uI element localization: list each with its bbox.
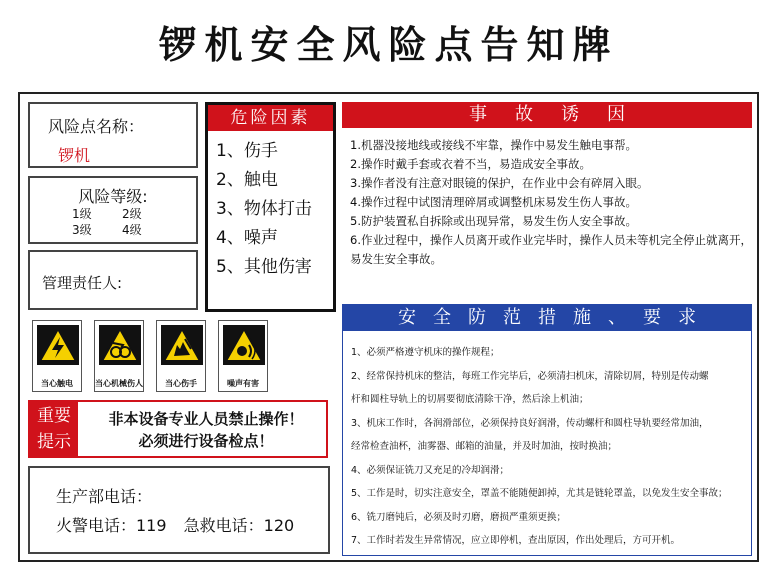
hazard-item: 3、物体打击 <box>216 199 312 219</box>
measure-item: 3、机床工作时，各润滑部位，必须保持良好润滑，传动螺杆和圆柱导轨要经常加油， <box>351 417 709 429</box>
measures-list <box>343 331 751 553</box>
hazards-header: 危险因素 <box>208 105 333 131</box>
sign-label: 当心机械伤人 <box>95 379 143 388</box>
machine-injury-icon <box>99 325 141 365</box>
warning-signs <box>28 320 338 394</box>
notice-text <box>86 408 326 452</box>
measure-item: 7、工作时若发生异常情况，应立即停机，查出原因，作出处理后，方可开机。 <box>351 535 681 546</box>
accident-item: 5.防护装置私自拆除或出现异常，易发生伤人安全事故。 <box>350 214 637 228</box>
notice-tag <box>30 402 78 456</box>
emergency-numbers <box>56 512 328 540</box>
hazards-box <box>205 102 336 312</box>
sign-electric-shock <box>32 320 82 392</box>
accident-item: 1.机器没接地线或接线不牢靠，操作中易发生触电事帮。 <box>350 138 637 152</box>
risk-level-option: 3级 <box>72 223 92 237</box>
measure-item: 2、经常保持机床的整洁，每班工作完毕后，必须清扫机床，清除切屑，特别是传动螺 <box>351 370 709 382</box>
production-phone-label: 生产部电话： <box>56 487 153 506</box>
measure-item: 1、必须严格遵守机床的操作规程； <box>351 347 500 358</box>
hazard-item: 2、触电 <box>216 170 278 190</box>
notice-line: 必须进行设备检点！ <box>138 432 274 450</box>
sign-label: 噪声有害 <box>227 379 259 388</box>
measure-item: 杆和圆柱导轨上的切屑要彻底清除干净，然后涂上机油； <box>351 394 589 405</box>
accident-item: 2.操作时戴手套或衣着不当，易造成安全事故。 <box>350 157 591 171</box>
electric-shock-icon <box>37 325 79 365</box>
measure-item: 6、铣刀磨钝后，必须及时刃磨，磨损严重须更换； <box>351 511 567 523</box>
risk-point-box <box>28 102 198 168</box>
measures-header: 安全防范措施、要求 <box>343 305 751 331</box>
risk-level-option: 2级 <box>122 207 142 221</box>
hazard-item: 1、伤手 <box>216 141 278 161</box>
safety-measures <box>342 304 752 556</box>
risk-level-options <box>72 206 172 238</box>
risk-level-box <box>28 176 198 244</box>
notice-board <box>18 92 759 562</box>
notice-line: 非本设备专业人员禁止操作！ <box>108 410 304 428</box>
risk-level-label: 风险等级: <box>78 187 148 206</box>
risk-level-option: 4级 <box>122 223 142 237</box>
important-notice <box>28 400 328 458</box>
sign-hand-injury <box>156 320 206 392</box>
accident-item: 4.操作过程中试图清理碎屑或调整机床易发生伤人事故。 <box>350 195 637 209</box>
accident-item: 3.操作者没有注意对眼镜的保护，在作业中会有碎屑入眼。 <box>350 176 649 190</box>
measure-item: 5、工作是时，切实注意安全，罩盖不能随便卸掉，尤其是链轮罩盖，以免发生安全事故； <box>351 488 728 499</box>
accident-list <box>342 128 752 269</box>
manager-box <box>28 250 198 310</box>
accident-item: 6.作业过程中，操作人员离开或作业完毕时，操作人员未等机完全停止就离开，易发生安全事故。 <box>350 233 752 266</box>
notice-tag-line: 重要 <box>37 406 71 426</box>
accident-header: 事故诱因 <box>342 102 752 128</box>
measure-item: 4、必须保证铣刀又充足的冷却润滑； <box>351 464 510 476</box>
sign-noise <box>218 320 268 392</box>
sign-machine-injury <box>94 320 144 392</box>
fire-phone: 火警电话：119 <box>56 516 167 535</box>
notice-tag-line: 提示 <box>37 432 71 452</box>
hazard-item: 4、噪声 <box>216 228 278 248</box>
phone-box <box>28 466 330 554</box>
ambulance-phone: 急救电话：120 <box>183 516 295 535</box>
accident-causes <box>342 102 752 298</box>
hazard-item: 5、其他伤害 <box>216 257 312 277</box>
sign-title: 锣机安全风险点告知牌 <box>158 23 619 67</box>
risk-point-value: 锣机 <box>58 146 91 165</box>
sign-label: 当心触电 <box>41 379 73 388</box>
manager-label: 管理责任人: <box>42 274 123 292</box>
hand-injury-icon <box>161 325 203 365</box>
sign-label: 当心伤手 <box>165 379 197 388</box>
measure-item: 经常检查油杯，油雾器、邮箱的油量，并及时加油，按时换油； <box>351 441 618 452</box>
risk-level-option: 1级 <box>72 207 92 221</box>
noise-icon <box>223 325 265 365</box>
risk-point-label: 风险点名称： <box>48 117 145 136</box>
hazards-list <box>208 131 333 282</box>
